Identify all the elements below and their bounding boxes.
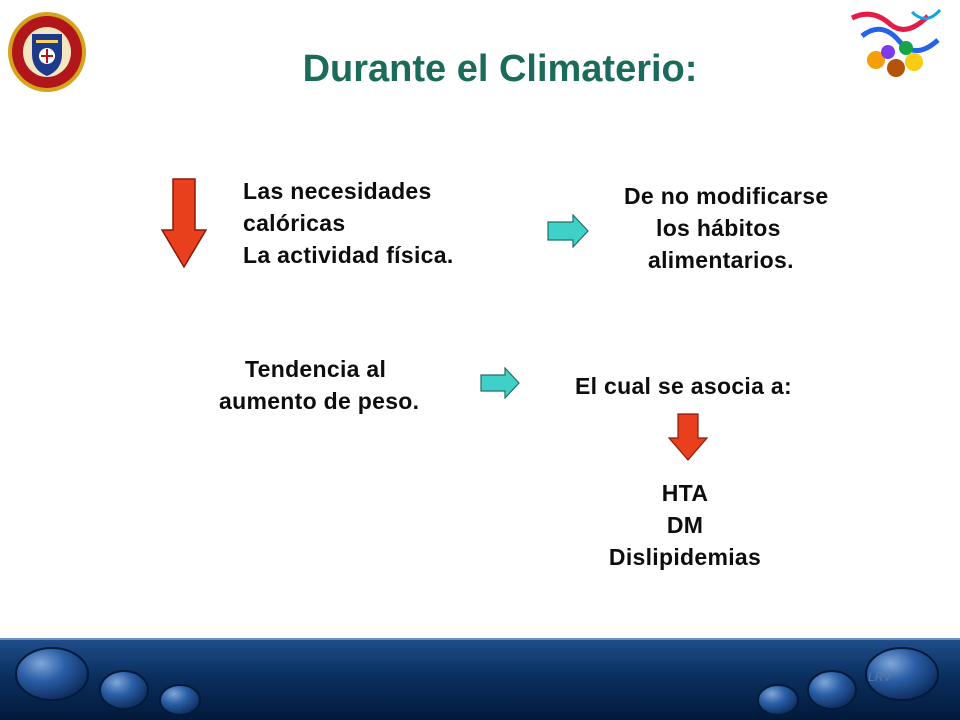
condition-item: HTA xyxy=(661,480,709,506)
associated-text xyxy=(575,370,792,402)
caloric-needs-text xyxy=(243,175,454,271)
arrow-down-icon xyxy=(668,413,708,461)
caloric-needs-line-3: La actividad física. xyxy=(243,242,454,268)
habits-line-1: De no modificarse xyxy=(624,183,829,209)
weight-gain-text xyxy=(219,353,419,417)
footer-initials: LRV xyxy=(868,670,892,684)
footer-band xyxy=(0,638,960,720)
conditions-list xyxy=(575,477,795,573)
condition-item: Dislipidemias xyxy=(608,544,762,570)
associated-line: El cual se asocia a: xyxy=(575,373,792,399)
condition-item: DM xyxy=(666,512,704,538)
arrow-right-icon xyxy=(547,214,589,248)
habits-text xyxy=(622,180,829,276)
slide-title: Durante el Climaterio: xyxy=(302,48,698,90)
habits-line-3: alimentarios. xyxy=(648,247,794,273)
weight-gain-line-1: Tendencia al xyxy=(245,356,387,382)
caloric-needs-line-2: calóricas xyxy=(243,210,346,236)
arrow-down-icon xyxy=(161,178,207,268)
habits-line-2: los hábitos xyxy=(656,215,781,241)
caloric-needs-line-1: Las necesidades xyxy=(243,178,432,204)
weight-gain-line-2: aumento de peso. xyxy=(219,388,420,414)
arrow-right-icon xyxy=(480,367,520,399)
